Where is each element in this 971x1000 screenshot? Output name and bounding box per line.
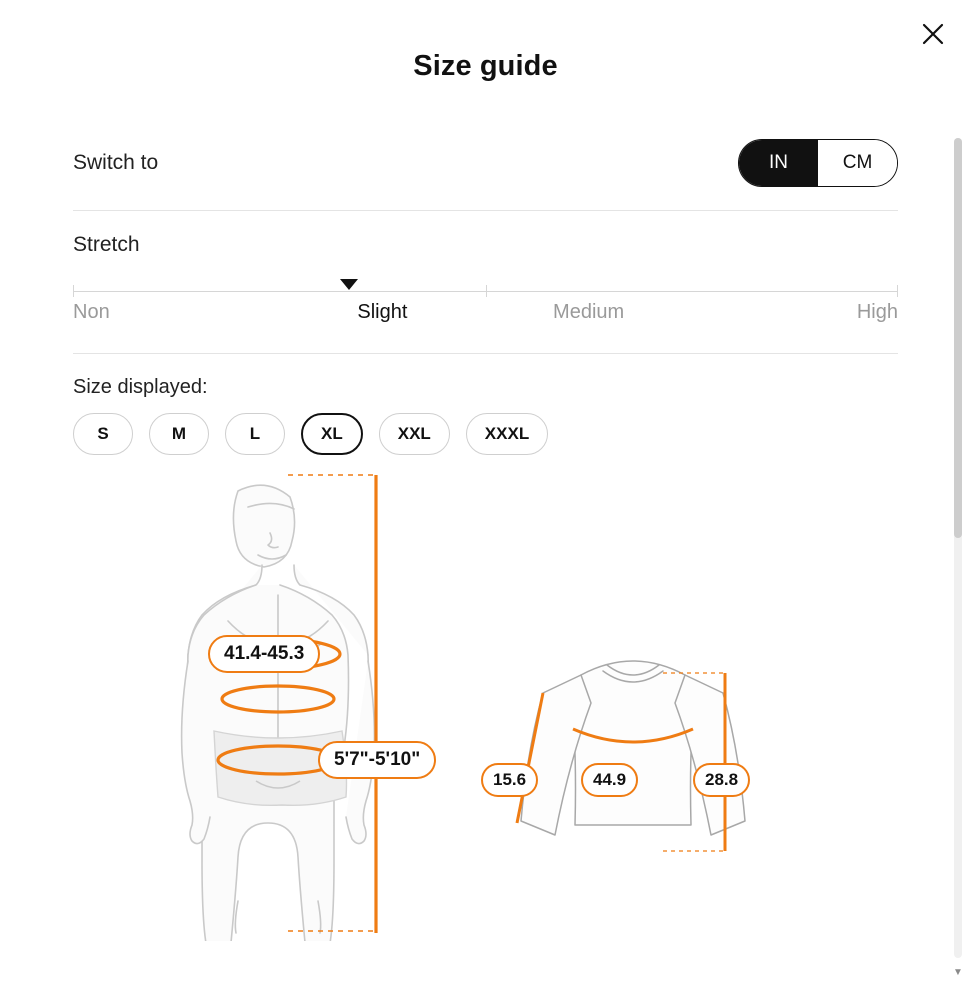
close-icon[interactable] [913, 14, 953, 54]
length-measure-badge: 28.8 [693, 763, 750, 797]
unit-switch-row [73, 115, 898, 211]
stretch-label-high[interactable]: High [856, 301, 898, 323]
stretch-marker [340, 279, 358, 290]
stretch-section [73, 211, 898, 354]
garment-diagram [493, 651, 763, 876]
size-chip-xl[interactable]: XL [301, 413, 363, 455]
stretch-label-medium[interactable]: Medium [553, 301, 625, 323]
unit-option-cm[interactable]: CM [818, 140, 897, 186]
chest-measure-badge: 41.4-45.3 [208, 635, 320, 673]
modal-content [0, 115, 971, 941]
body-illustration [178, 471, 518, 941]
size-displayed-label: Size displayed: [73, 376, 208, 398]
size-section [73, 354, 898, 455]
switch-to-label: Switch to [73, 150, 159, 174]
scrollbar[interactable] [951, 128, 965, 980]
stretch-label-non[interactable]: Non [73, 301, 110, 323]
figures-area [73, 471, 898, 941]
size-chip-l[interactable]: L [225, 413, 285, 455]
body-diagram [178, 471, 518, 946]
scale-tick-non [73, 285, 74, 297]
height-measure-badge: 5'7"-5'10" [318, 741, 436, 779]
scale-tick-high [897, 285, 898, 297]
unit-toggle[interactable] [738, 139, 898, 187]
scrollbar-thumb[interactable] [954, 138, 962, 538]
size-chip-m[interactable]: M [149, 413, 209, 455]
size-chip-xxl[interactable]: XXL [379, 413, 450, 455]
scale-tick-medium [486, 285, 487, 297]
garment-chest-measure-badge: 44.9 [581, 763, 638, 797]
stretch-labels [73, 301, 898, 324]
size-chip-xxxl[interactable]: XXXL [466, 413, 548, 455]
stretch-scale[interactable] [73, 277, 898, 339]
chevron-down-icon[interactable]: ▼ [953, 966, 963, 978]
stretch-title: Stretch [73, 233, 140, 256]
size-chip-list [73, 413, 898, 455]
stretch-label-slight[interactable]: Slight [357, 301, 408, 323]
sleeve-measure-badge: 15.6 [481, 763, 538, 797]
close-x-glyph [920, 21, 946, 47]
page-title: Size guide [413, 50, 558, 82]
shirt-illustration [503, 651, 763, 871]
unit-option-in[interactable]: IN [739, 140, 818, 186]
size-chip-s[interactable]: S [73, 413, 133, 455]
